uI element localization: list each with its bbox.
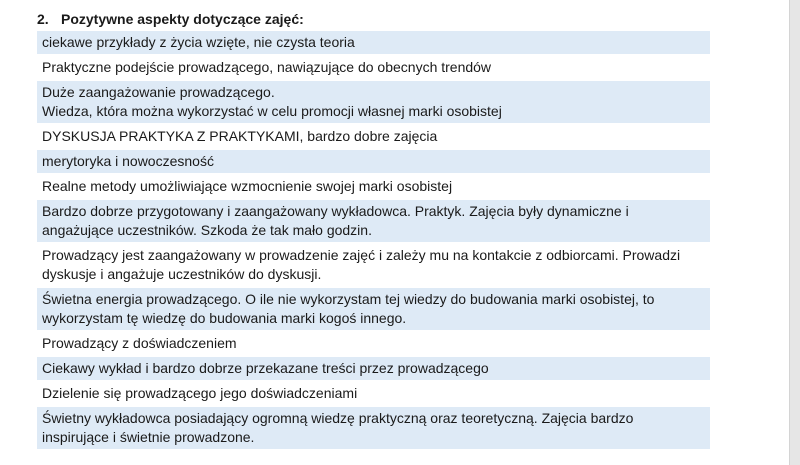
response-row [37, 125, 710, 148]
response-row [37, 175, 710, 198]
response-text-line: Świetny wykładowca posiadający ogromną wiedzę praktyczną oraz teoretyczną. Zajęcia bardzo [42, 410, 634, 426]
response-row [37, 357, 710, 380]
response-row [37, 31, 710, 54]
response-row [37, 244, 710, 286]
response-text-line: Ciekawy wykład i bardzo dobrze przekazane treści przez prowadzącego [42, 360, 489, 376]
response-text-line: Duże zaangażowanie prowadzącego. [42, 84, 275, 100]
response-row [37, 150, 710, 173]
section-number: 2. [37, 11, 49, 27]
response-text-line: merytoryka i nowoczesność [42, 153, 214, 169]
section-heading [37, 9, 304, 29]
response-text-line: DYSKUSJA PRAKTYKA Z PRAKTYKAMI, bardzo dobre zajęcia [42, 128, 438, 144]
response-text-line: Dzielenie się prowadzącego jego doświadczeniami [42, 385, 358, 401]
response-row [37, 382, 710, 405]
response-text-line: Świetna energia prowadzącego. O ile nie wykorzystam tej wiedzy do budowania marki osobistej, to [42, 291, 655, 307]
response-row [37, 288, 710, 330]
response-text-line: angażujące uczestników. Szkoda że tak mało godzin. [42, 222, 372, 238]
response-text-line: Prowadzący jest zaangażowany w prowadzenie zajęć i zależy mu na kontakcie z odbiorcami. Prowadzi [42, 247, 681, 263]
response-text-line: Praktyczne podejście prowadzącego, nawiązujące do obecnych trendów [42, 59, 492, 75]
response-row [37, 200, 710, 242]
response-text-line: Prowadzący z doświadczeniem [42, 335, 237, 351]
response-row [37, 81, 710, 123]
response-text-line: ciekawe przykłady z życia wzięte, nie czysta teoria [42, 34, 355, 50]
section-title: Pozytywne aspekty dotyczące zajęć: [61, 11, 304, 27]
window-right-gutter [789, 0, 800, 465]
response-text-line: wykorzystam tę wiedzę do budowania marki kogoś innego. [42, 310, 407, 326]
response-row [37, 332, 710, 355]
response-row [37, 407, 710, 449]
responses-table [37, 31, 710, 451]
response-text-line: dyskusje i angażuje uczestników do dyskusji. [42, 266, 322, 282]
response-text-line: Bardzo dobrze przygotowany i zaangażowany wykładowca. Praktyk. Zajęcia były dynamiczne i [42, 203, 629, 219]
response-row [37, 56, 710, 79]
response-text-line: Wiedza, która można wykorzystać w celu promocji własnej marki osobistej [42, 103, 502, 119]
response-text-line: inspirujące i świetnie prowadzone. [42, 429, 255, 445]
response-text-line: Realne metody umożliwiające wzmocnienie swojej marki osobistej [42, 178, 453, 194]
